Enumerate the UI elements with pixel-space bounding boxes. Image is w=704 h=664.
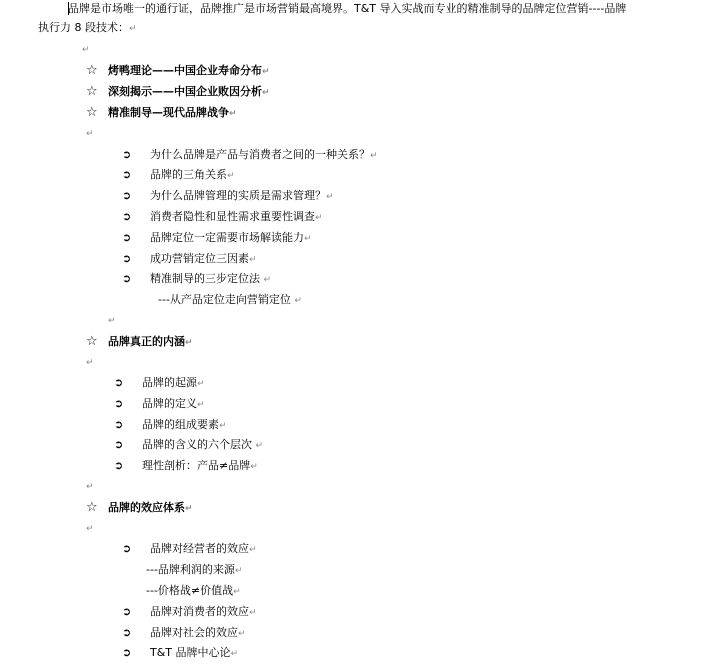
sub-item: ---品牌利润的来源↵ [146, 563, 243, 576]
sub-item: ---价格战≠价值战↵ [146, 584, 241, 597]
section-heading: ☆ 烤鸭理论——中国企业寿命分布↵ [86, 63, 270, 78]
section-heading: ☆ 品牌的效应体系↵ [86, 500, 193, 515]
arrow-bullet-icon: ➲ [114, 459, 124, 472]
intro-line-2: 执行力 8 段技术：↵ [38, 21, 137, 34]
sub-item: ---从产品定位走向营销定位 ↵ [158, 293, 302, 306]
arrow-bullet-icon: ➲ [122, 646, 132, 659]
arrow-bullet-icon: ➲ [122, 210, 132, 223]
arrow-bullet-icon: ➲ [114, 376, 124, 389]
arrow-bullet-icon: ➲ [122, 189, 132, 202]
list-item: ➲ 品牌对经营者的效应↵ [122, 542, 257, 555]
list-item: ➲ 品牌的含义的六个层次 ↵ [114, 438, 264, 451]
arrow-bullet-icon: ➲ [122, 231, 132, 244]
star-icon: ☆ [86, 84, 98, 99]
list-item: ➲ 品牌的组成要素↵ [114, 418, 227, 431]
list-item: ➲ 为什么品牌管理的实质是需求管理？↵ [122, 189, 334, 202]
star-icon: ☆ [86, 500, 98, 515]
arrow-bullet-icon: ➲ [122, 542, 132, 555]
arrow-bullet-icon: ➲ [122, 168, 132, 181]
arrow-bullet-icon: ➲ [122, 605, 132, 618]
intro-line-1: 品牌是市场唯一的通行证，品牌推广是市场营销最高境界。T&T 导入实战而专业的精准制导的品牌定位营销----品牌 [68, 2, 627, 15]
paragraph-mark: ↵ [86, 524, 94, 534]
arrow-bullet-icon: ➲ [114, 397, 124, 410]
list-item: ➲ 品牌的起源↵ [114, 376, 205, 389]
list-item: ➲ T&T 品牌中心论↵ [122, 646, 239, 659]
arrow-bullet-icon: ➲ [114, 438, 124, 451]
arrow-bullet-icon: ➲ [122, 148, 132, 161]
paragraph-mark: ↵ [86, 482, 94, 492]
arrow-bullet-icon: ➲ [122, 272, 132, 285]
list-item: ➲ 品牌的定义↵ [114, 397, 205, 410]
section-heading: ☆ 深刻揭示——中国企业败因分析↵ [86, 84, 270, 99]
star-icon: ☆ [86, 105, 98, 120]
section-heading: ☆ 精准制导—现代品牌战争↵ [86, 105, 237, 120]
list-item: ➲ 品牌定位一定需要市场解读能力↵ [122, 231, 312, 244]
list-item: ➲ 精准制导的三步定位法 ↵ [122, 272, 272, 285]
arrow-bullet-icon: ➲ [122, 252, 132, 265]
list-item: ➲ 品牌对消费者的效应↵ [122, 605, 257, 618]
list-item: ➲ 为什么品牌是产品与消费者之间的一种关系？↵ [122, 148, 378, 161]
list-item: ➲ 成功营销定位三因素↵ [122, 252, 257, 265]
list-item: ➲ 理性剖析：产品≠品牌↵ [114, 459, 258, 472]
arrow-bullet-icon: ➲ [122, 626, 132, 639]
list-item: ➲ 品牌的三角关系↵ [122, 168, 235, 181]
arrow-bullet-icon: ➲ [114, 418, 124, 431]
star-icon: ☆ [86, 63, 98, 78]
list-item: ➲ 消费者隐性和显性需求重要性调查↵ [122, 210, 323, 223]
paragraph-mark: ↵ [108, 316, 116, 326]
list-item: ➲ 品牌对社会的效应↵ [122, 626, 246, 639]
paragraph-mark: ↵ [86, 358, 94, 368]
section-heading: ☆ 品牌真正的内涵↵ [86, 334, 193, 349]
star-icon: ☆ [86, 334, 98, 349]
paragraph-mark: ↵ [86, 129, 94, 139]
paragraph-mark: ↵ [82, 45, 90, 55]
